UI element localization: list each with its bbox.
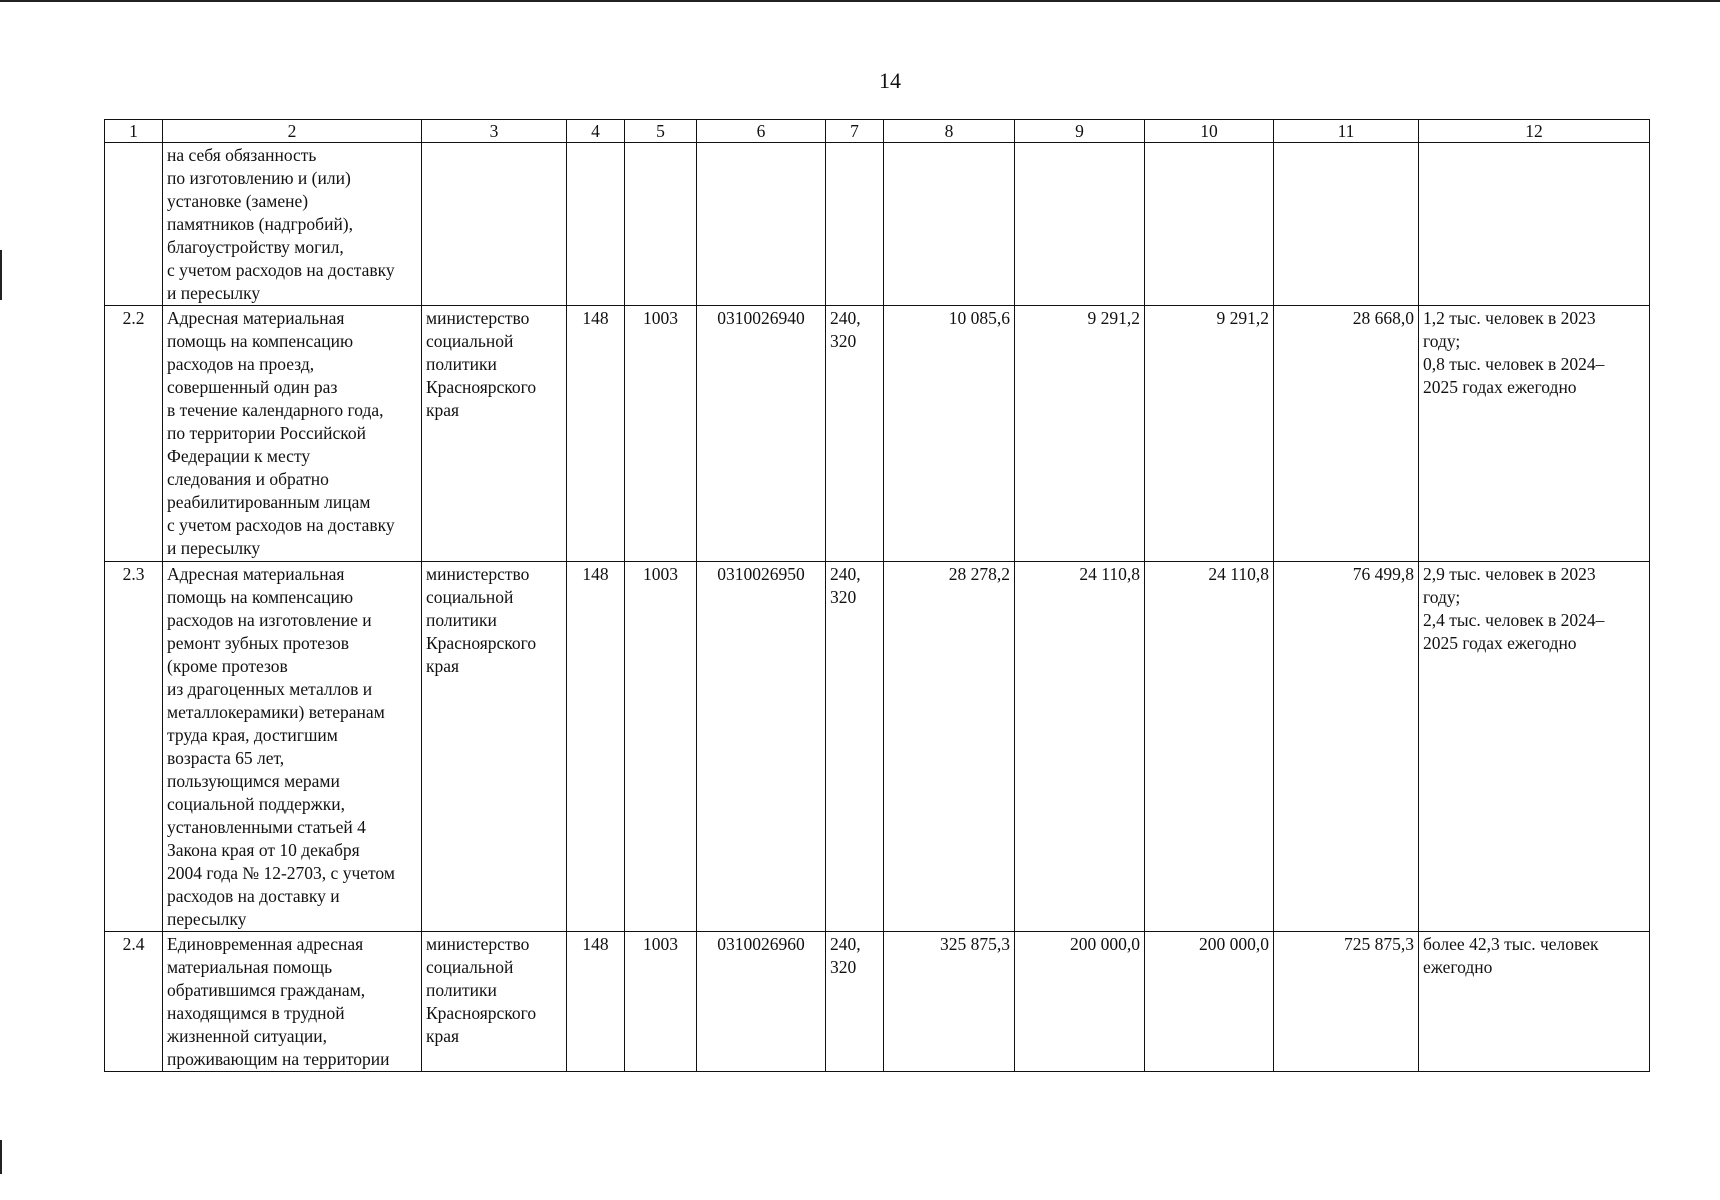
column-header: 12 <box>1419 120 1650 143</box>
table-cell: 0310026940 <box>697 306 826 562</box>
table-cell: 325 875,3 <box>884 932 1015 1072</box>
table-cell: 0310026950 <box>697 562 826 932</box>
column-header: 3 <box>422 120 567 143</box>
scan-edge-mark <box>0 250 2 300</box>
table-cell: 200 000,0 <box>1145 932 1274 1072</box>
table-cell: 240, 320 <box>826 562 884 932</box>
result-cell <box>1419 143 1650 306</box>
table-cell: 9 291,2 <box>1145 306 1274 562</box>
column-header: 4 <box>567 120 625 143</box>
table-cell <box>567 143 625 306</box>
measure-name-cell: на себя обязанность по изготовлению и (или) установке (замене) памятников (надгробий), благоустройству могил, с учетом расходов на доставку и пересылку <box>163 143 422 306</box>
column-header: 10 <box>1145 120 1274 143</box>
executor-cell <box>422 143 567 306</box>
measure-name-cell: Адресная материальная помощь на компенсацию расходов на проезд, совершенный один раз в течение календарного года, по территории Российской Федерации к месту следования и обратно реабилитированным лицам с учетом расходов на доставку и пересылку <box>163 306 422 562</box>
table-cell: 1003 <box>625 932 697 1072</box>
table-cell: 148 <box>567 932 625 1072</box>
measure-name-cell: Адресная материальная помощь на компенсацию расходов на изготовление и ремонт зубных протезов (кроме протезов из драгоценных металлов и металлокерамики) ветеранам труда края, достигшим возраста 65 лет, пользующимся мерами социальной поддержки, установленными статьей 4 Закона края от 10 декабря 2004 года № 12-2703, с учетом расходов на доставку и пересылку <box>163 562 422 932</box>
column-header: 7 <box>826 120 884 143</box>
table-cell <box>1145 143 1274 306</box>
result-cell: 1,2 тыс. человек в 2023 году; 0,8 тыс. человек в 2024– 2025 годах ежегодно <box>1419 306 1650 562</box>
table-cell: 28 668,0 <box>1274 306 1419 562</box>
table-cell: 24 110,8 <box>1145 562 1274 932</box>
table-cell: 28 278,2 <box>884 562 1015 932</box>
column-header: 8 <box>884 120 1015 143</box>
table-row <box>105 306 1650 562</box>
table-cell: 240, 320 <box>826 932 884 1072</box>
data-table <box>104 119 1650 1072</box>
table-row <box>105 143 1650 306</box>
page-number: 14 <box>879 68 901 93</box>
table-cell: 76 499,8 <box>1274 562 1419 932</box>
row-number-cell <box>105 143 163 306</box>
table-cell <box>625 143 697 306</box>
table-cell <box>1015 143 1145 306</box>
column-header: 9 <box>1015 120 1145 143</box>
executor-cell: министерство социальной политики Красноярского края <box>422 932 567 1072</box>
row-number-cell: 2.2 <box>105 306 163 562</box>
table-cell <box>1274 143 1419 306</box>
scan-border-line <box>0 0 1720 2</box>
column-header: 11 <box>1274 120 1419 143</box>
table-cell: 1003 <box>625 306 697 562</box>
executor-cell: министерство социальной политики Красноярского края <box>422 562 567 932</box>
column-header: 6 <box>697 120 826 143</box>
table-cell: 24 110,8 <box>1015 562 1145 932</box>
column-header: 1 <box>105 120 163 143</box>
header-row <box>105 120 1650 143</box>
executor-cell: министерство социальной политики Красноярского края <box>422 306 567 562</box>
result-cell: более 42,3 тыс. человек ежегодно <box>1419 932 1650 1072</box>
row-number-cell: 2.4 <box>105 932 163 1072</box>
table-cell: 148 <box>567 562 625 932</box>
column-header: 5 <box>625 120 697 143</box>
table-cell <box>697 143 826 306</box>
scan-edge-mark <box>0 1140 2 1174</box>
table-cell <box>884 143 1015 306</box>
table-cell: 148 <box>567 306 625 562</box>
table-cell: 725 875,3 <box>1274 932 1419 1072</box>
table-cell: 240, 320 <box>826 306 884 562</box>
table-cell: 1003 <box>625 562 697 932</box>
measure-name-cell: Единовременная адресная материальная помощь обратившимся гражданам, находящимся в трудной жизненной ситуации, проживающим на территории <box>163 932 422 1072</box>
table-cell: 0310026960 <box>697 932 826 1072</box>
result-cell: 2,9 тыс. человек в 2023 году; 2,4 тыс. человек в 2024– 2025 годах ежегодно <box>1419 562 1650 932</box>
table-cell: 10 085,6 <box>884 306 1015 562</box>
row-number-cell: 2.3 <box>105 562 163 932</box>
table-cell: 9 291,2 <box>1015 306 1145 562</box>
table-row <box>105 562 1650 932</box>
table-row <box>105 932 1650 1072</box>
table-cell: 200 000,0 <box>1015 932 1145 1072</box>
table-cell <box>826 143 884 306</box>
column-header: 2 <box>163 120 422 143</box>
